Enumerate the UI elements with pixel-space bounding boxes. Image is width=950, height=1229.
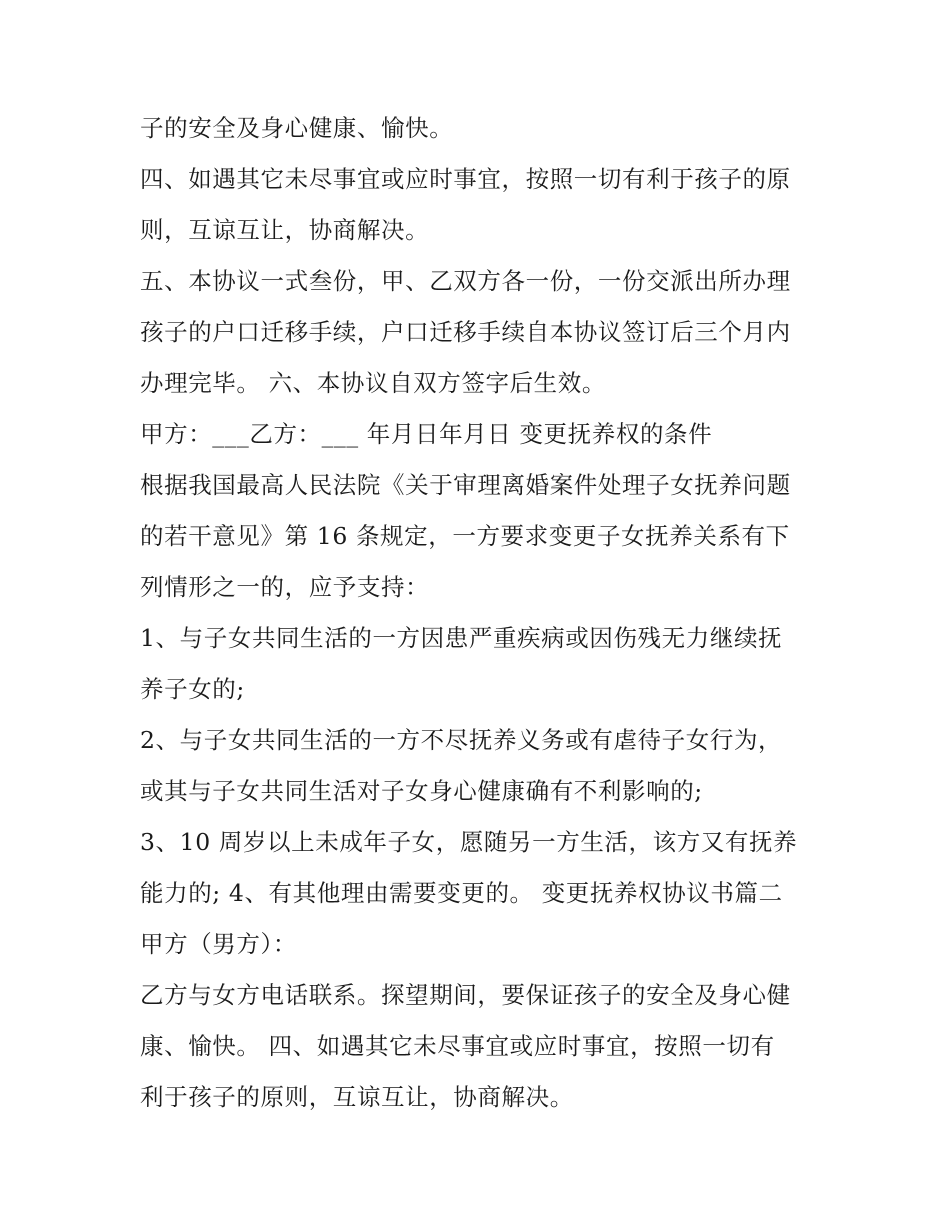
text-line: 五、本协议一式叁份，甲、乙双方各一份，一份交派出所办理 — [140, 267, 791, 295]
text-line: 2、与子女共同生活的一方不尽抚养义务或有虐待子女行为， — [140, 726, 783, 754]
text-line: 甲方（男方）： — [140, 930, 297, 958]
text-line: 四、如遇其它未尽事宜或应时事宜，按照一切有利于孩子的原 — [140, 165, 791, 193]
text-line: 乙方与女方电话联系。探望期间，要保证孩子的安全及身心健 — [140, 981, 791, 1009]
text-line: 孩子的户口迁移手续，户口迁移手续自本协议签订后三个月内 — [140, 318, 791, 346]
text-line: 1、与子女共同生活的一方因患严重疾病或因伤残无力继续抚 — [140, 624, 783, 652]
text-line: 根据我国最高人民法院《关于审理离婚案件处理子女抚养问题 — [140, 471, 791, 499]
document-body — [140, 103, 820, 1123]
text-line: 的若干意见》第 16 条规定，一方要求变更子女抚养关系有下 — [140, 522, 790, 550]
text-line: 甲方：___乙方：___ 年月日年月日 变更抚养权的条件 — [140, 420, 713, 448]
text-line: 办理完毕。 六、本协议自双方签字后生效。 — [140, 369, 606, 397]
text-line: 养子女的; — [140, 675, 245, 703]
text-line: 则，互谅互让，协商解决。 — [140, 216, 430, 244]
text-line: 子的安全及身心健康、愉快。 — [140, 114, 454, 142]
text-line: 康、愉快。 四、如遇其它未尽事宜或应时事宜，按照一切有 — [140, 1032, 775, 1060]
text-line: 3、10 周岁以上未成年子女，愿随另一方生活，该方又有抚养 — [140, 828, 798, 856]
text-line: 列情形之一的，应予支持： — [140, 573, 430, 601]
text-line: 能力的; 4、有其他理由需要变更的。 变更抚养权协议书篇二 — [140, 879, 783, 907]
text-line: 利于孩子的原则，互谅互让，协商解决。 — [140, 1083, 574, 1111]
text-line: 或其与子女共同生活对子女身心健康确有不利影响的; — [140, 777, 703, 805]
